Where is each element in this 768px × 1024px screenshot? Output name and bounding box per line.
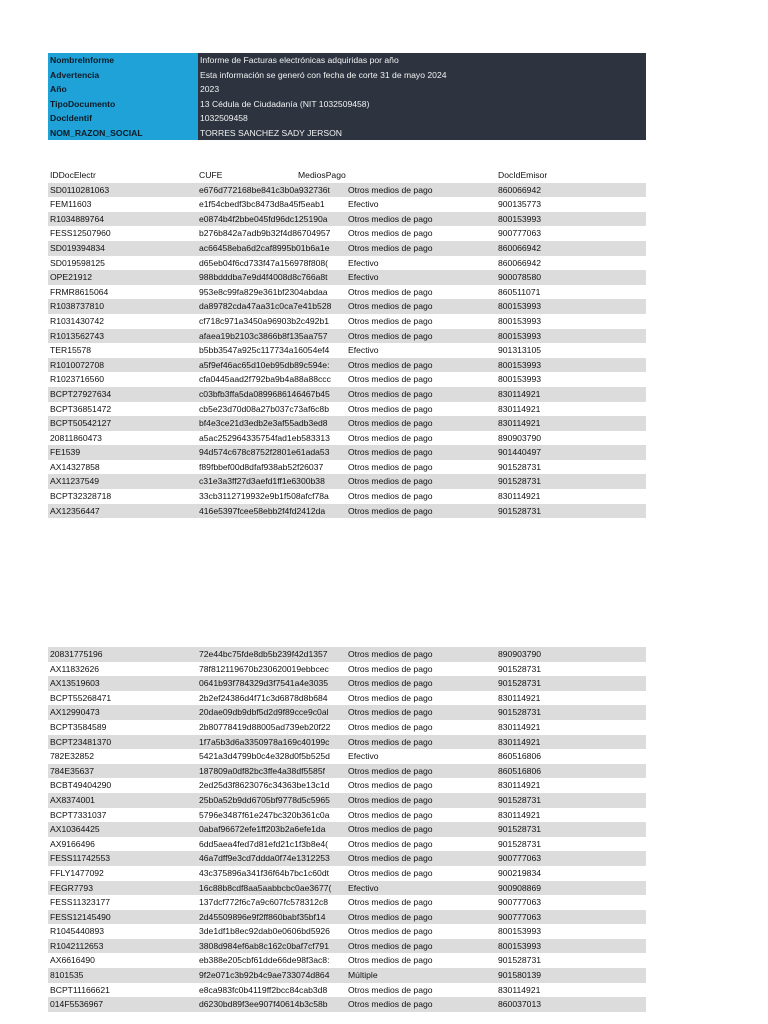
cell-cufe: 2b80778419d88005ad739eb20f22 [199, 721, 331, 732]
cell-cufe: 1f7a5b3d6a3350978a169c40199c [199, 736, 330, 747]
table-row [48, 851, 646, 866]
header-value: 1032509458 [198, 111, 646, 126]
table-row [48, 445, 646, 460]
cell-doc-emisor: 901528731 [498, 461, 542, 472]
cell-cufe: a5f9ef46ac65d10eb95db89c594e: [199, 359, 330, 370]
table-row [48, 881, 646, 896]
cell-medios-pago: Otros medios de pago [348, 461, 433, 472]
cell-doc-emisor: 901528731 [498, 505, 542, 516]
table-row [48, 416, 646, 431]
table-row [48, 197, 646, 212]
table-row [48, 749, 646, 764]
cell-medios-pago: Otros medios de pago [348, 228, 433, 239]
cell-id: AX12990473 [50, 707, 100, 718]
cell-medios-pago: Efectivo [348, 751, 379, 762]
cell-cufe: 16c88b8cdf8aa5aabbcbc0ae3677( [199, 882, 332, 893]
cell-cufe: 33cb3112719932e9b1f508afcf78a [199, 491, 329, 502]
cell-id: 8101535 [50, 970, 84, 981]
table-row [48, 983, 646, 998]
header-row [48, 53, 646, 68]
header-row [48, 68, 646, 83]
cell-id: R1031430742 [50, 315, 105, 326]
cell-medios-pago: Otros medios de pago [348, 867, 433, 878]
cell-medios-pago: Efectivo [348, 199, 379, 210]
cell-cufe: b276b842a7adb9b32f4d86704957 [199, 228, 331, 239]
table-header-row [48, 168, 646, 183]
cell-id: 014F5536967 [50, 999, 104, 1010]
cell-medios-pago: Otros medios de pago [348, 242, 433, 253]
cell-id: BCPT27927634 [50, 388, 112, 399]
cell-cufe: 2d45509896e9f2ff860babf35bf14 [199, 911, 326, 922]
cell-cufe: 416e5397fcee58ebb2f4fd2412da [199, 505, 326, 516]
cell-doc-emisor: 800153993 [498, 315, 542, 326]
table-row [48, 910, 646, 925]
header-key: DocIdentif [48, 111, 198, 126]
cell-cufe: 3de1df1b8ec92dab0e0606bd5926 [199, 926, 330, 937]
cell-medios-pago: Otros medios de pago [348, 707, 433, 718]
cell-medios-pago: Efectivo [348, 257, 379, 268]
cell-cufe: 988bdddba7e9d4f4008d8c766a8t [199, 272, 328, 283]
table-row [48, 270, 646, 285]
cell-id: BCBT49404290 [50, 780, 112, 791]
cell-cufe: c03bfb3ffa5da0899686146467b45 [199, 388, 330, 399]
cell-cufe: 20dae09db9dbf5d2d9f89cce9c0al [199, 707, 329, 718]
cell-medios-pago: Otros medios de pago [348, 897, 433, 908]
cell-cufe: 187809a0df82bc3ffe4a38df5585f [199, 765, 326, 776]
cell-doc-emisor: 901528731 [498, 838, 542, 849]
invoice-table-1 [48, 168, 646, 518]
cell-id: FEGR7793 [50, 882, 93, 893]
cell-doc-emisor: 860066942 [498, 257, 542, 268]
cell-id: FESS11742553 [50, 853, 111, 864]
cell-id: BCPT3584589 [50, 721, 107, 732]
cell-doc-emisor: 901528731 [498, 955, 542, 966]
header-value: TORRES SANCHEZ SADY JERSON [198, 126, 646, 141]
table-row [48, 764, 646, 779]
cell-id: 20831775196 [50, 649, 103, 659]
cell-medios-pago: Otros medios de pago [348, 184, 433, 195]
cell-doc-emisor: 800153993 [498, 213, 542, 224]
header-row [48, 97, 646, 112]
cell-medios-pago: Otros medios de pago [348, 678, 433, 689]
cell-cufe: 5421a3d4799b0c4e328d0f5b525d [199, 751, 330, 762]
header-row [48, 126, 646, 141]
cell-medios-pago: Otros medios de pago [348, 315, 433, 326]
cell-medios-pago: Efectivo [348, 882, 379, 893]
cell-cufe: d6230bd89f3ee907f40614b3c58b [199, 999, 328, 1010]
table-row [48, 241, 646, 256]
cell-medios-pago: Otros medios de pago [348, 388, 433, 399]
cell-doc-emisor: 800153993 [498, 359, 542, 370]
cell-medios-pago: Otros medios de pago [348, 286, 433, 297]
cell-medios-pago: Otros medios de pago [348, 853, 433, 864]
table-row [48, 705, 646, 720]
cell-id: R1034889764 [50, 213, 105, 224]
cell-id: AX8374001 [50, 794, 95, 805]
cell-medios-pago: Otros medios de pago [348, 491, 433, 502]
cell-medios-pago: Otros medios de pago [348, 432, 433, 443]
cell-cufe: c31e3a3ff27d3aefd1ff1e6300b38 [199, 476, 325, 487]
cell-medios-pago: Otros medios de pago [348, 940, 433, 951]
cell-doc-emisor: 901528731 [498, 794, 542, 805]
header-key: NOM_RAZON_SOCIAL [48, 126, 198, 141]
cell-cufe: da89782cda47aa31c0ca7e41b528 [199, 301, 332, 312]
cell-id: BCPT7331037 [50, 809, 107, 820]
cell-doc-emisor: 900777063 [498, 897, 542, 908]
cell-doc-emisor: 900777063 [498, 911, 542, 922]
cell-medios-pago: Otros medios de pago [348, 476, 433, 487]
cell-id: BCPT50542127 [50, 418, 112, 429]
cell-doc-emisor: 900777063 [498, 228, 542, 239]
table-row [48, 358, 646, 373]
cell-cufe: e1f54cbedf3bc8473d8a45f5eab1 [199, 199, 325, 210]
cell-medios-pago: Múltiple [348, 970, 378, 981]
table-row [48, 226, 646, 241]
cell-id: FESS11323177 [50, 897, 111, 908]
cell-id: BCPT11166621 [50, 984, 110, 995]
cell-medios-pago: Otros medios de pago [348, 765, 433, 776]
cell-cufe: afaea19b2103c3866b8f135aa757 [199, 330, 328, 341]
cell-doc-emisor: 830114921 [498, 736, 541, 747]
cell-id: R1038737810 [50, 301, 105, 312]
cell-cufe: cb5e23d70d08a27b037c73af6c8b [199, 403, 329, 414]
cell-medios-pago: Otros medios de pago [348, 301, 433, 312]
cell-cufe: 0abaf96672efe1ff203b2a6efe1da [199, 824, 326, 835]
cell-id: 20811860473 [50, 432, 102, 443]
table-row [48, 808, 646, 823]
table-row [48, 285, 646, 300]
col-header-medios [298, 168, 496, 183]
cell-cufe: 137dcf772f6c7a9c607fc578312c8 [199, 897, 329, 908]
cell-medios-pago: Otros medios de pago [348, 692, 433, 703]
cell-doc-emisor: 830114921 [498, 418, 541, 429]
header-value: Informe de Facturas electrónicas adquiridas por año [198, 53, 646, 68]
cell-cufe: e8ca983fc0b4119ff2bcc84cab3d8 [199, 984, 328, 995]
cell-cufe: cf718c971a3450a96903b2c492b1 [199, 315, 329, 326]
cell-medios-pago: Efectivo [348, 272, 379, 283]
report-header [48, 53, 646, 140]
cell-medios-pago: Otros medios de pago [348, 359, 433, 370]
cell-cufe: 78f812119670b230620019ebbcec [199, 663, 329, 674]
table-row [48, 489, 646, 504]
cell-cufe: 72e44bc75fde8db5b239f42d1357 [199, 649, 328, 659]
table-row [48, 822, 646, 837]
table-row [48, 183, 646, 198]
cell-cufe: ac66458eba6d2caf8995b01b6a1e [199, 242, 330, 253]
cell-id: SD019598125 [50, 257, 105, 268]
table-row [48, 662, 646, 677]
cell-medios-pago: Otros medios de pago [348, 824, 433, 835]
cell-medios-pago: Otros medios de pago [348, 984, 433, 995]
table-row [48, 735, 646, 750]
cell-medios-pago: Otros medios de pago [348, 999, 433, 1010]
cell-medios-pago: Efectivo [348, 345, 379, 356]
cell-doc-emisor: 830114921 [498, 403, 541, 414]
cell-medios-pago: Otros medios de pago [348, 663, 433, 674]
cell-doc-emisor: 800153993 [498, 374, 542, 385]
cell-id: AX6616490 [50, 955, 95, 966]
cell-cufe: b5bb3547a925c117734a16054ef4 [199, 345, 330, 356]
cell-id: FE1539 [50, 447, 81, 458]
col-header-emisor: DocIdEmisor [498, 170, 548, 180]
cell-id: BCPT23481370 [50, 736, 112, 747]
cell-doc-emisor: 860066942 [498, 242, 542, 253]
cell-cufe: bf4e3ce21d3edb2e3af55adb3ed8 [199, 418, 328, 429]
cell-cufe: 94d574c678c8752f2801e61ada53 [199, 447, 330, 458]
cell-doc-emisor: 901528731 [498, 476, 542, 487]
cell-doc-emisor: 830114921 [498, 388, 541, 399]
cell-cufe: eb388e205cbf61dde66de98f3ac8: [199, 955, 330, 966]
cell-doc-emisor: 830114921 [498, 984, 541, 995]
cell-id: R1013562743 [50, 330, 105, 341]
header-key: Año [48, 82, 198, 97]
cell-doc-emisor: 890903790 [498, 432, 542, 443]
cell-id: FRMR8615064 [50, 286, 109, 297]
header-value: 13 Cédula de Ciudadanía (NIT 1032509458) [198, 97, 646, 112]
cell-id: AX11237549 [50, 476, 100, 487]
col-header-cufe: CUFE [199, 170, 223, 180]
table-row [48, 431, 646, 446]
cell-cufe: d65eb04f6cd733f47a156978f808( [199, 257, 329, 268]
cell-cufe: 0641b93f784329d3f7541a4e3035 [199, 678, 329, 689]
cell-cufe: a5ac252964335754fad1eb583313 [199, 432, 330, 443]
cell-medios-pago: Otros medios de pago [348, 213, 433, 224]
table-row [48, 997, 646, 1012]
header-key: TipoDocumento [48, 97, 198, 112]
cell-cufe: 25b0a52b9dd6705bf9778d5c5965 [199, 794, 330, 805]
cell-doc-emisor: 860516806 [498, 765, 542, 776]
cell-doc-emisor: 900777063 [498, 853, 542, 864]
cell-id: FESS12507960 [50, 228, 111, 239]
cell-cufe: f89fbbef00d8dfaf938ab52f26037 [199, 461, 324, 472]
cell-id: SD0110281063 [50, 184, 110, 195]
cell-cufe: 2ed25d3f8623076c34363be13c1d [199, 780, 330, 791]
cell-id: SD019394834 [50, 242, 105, 253]
cell-id: AX11832626 [50, 663, 100, 674]
table-row [48, 895, 646, 910]
table-row [48, 720, 646, 735]
cell-doc-emisor: 800153993 [498, 926, 542, 937]
cell-doc-emisor: 901440497 [498, 447, 542, 458]
cell-doc-emisor: 901528731 [498, 824, 542, 835]
cell-cufe: 2b2ef24386d4f71c3d6878d8b684 [199, 692, 328, 703]
cell-medios-pago: Otros medios de pago [348, 418, 433, 429]
header-value: 2023 [198, 82, 646, 97]
table-row [48, 939, 646, 954]
table-row [48, 460, 646, 475]
table-row [48, 647, 646, 662]
cell-id: R1023716560 [50, 374, 105, 385]
cell-id: AX9166496 [50, 838, 95, 849]
cell-medios-pago: Otros medios de pago [348, 403, 433, 414]
cell-id: R1045440893 [50, 926, 105, 937]
header-row [48, 111, 646, 126]
cell-cufe: 953e8c99fa829e361bf2304abdaa [199, 286, 328, 297]
cell-doc-emisor: 900135773 [498, 199, 542, 210]
cell-id: AX10364425 [50, 824, 100, 835]
cell-medios-pago: Otros medios de pago [348, 374, 433, 385]
cell-id: FESS12145490 [50, 911, 111, 922]
table-row [48, 866, 646, 881]
cell-id: AX14327858 [50, 461, 100, 472]
cell-medios-pago: Otros medios de pago [348, 838, 433, 849]
cell-medios-pago: Otros medios de pago [348, 780, 433, 791]
table-body-1 [48, 183, 646, 519]
table-row [48, 793, 646, 808]
cell-id: R1010072708 [50, 359, 105, 370]
cell-id: R1042112653 [50, 940, 104, 951]
cell-doc-emisor: 860066942 [498, 184, 542, 195]
cell-medios-pago: Otros medios de pago [348, 794, 433, 805]
invoice-table-2 [48, 647, 646, 1012]
cell-id: BCPT55268471 [50, 692, 112, 703]
table-row [48, 314, 646, 329]
cell-doc-emisor: 901528731 [498, 678, 542, 689]
header-value: Esta información se generó con fecha de corte 31 de mayo 2024 [198, 68, 646, 83]
table-body-2 [48, 647, 646, 1012]
cell-id: BCPT32328718 [50, 491, 112, 502]
cell-id: TER15578 [50, 345, 92, 356]
table-row [48, 372, 646, 387]
cell-doc-emisor: 830114921 [498, 491, 541, 502]
cell-medios-pago: Otros medios de pago [348, 736, 433, 747]
cell-medios-pago: Otros medios de pago [348, 330, 433, 341]
table-row [48, 504, 646, 519]
cell-doc-emisor: 900219834 [498, 867, 542, 878]
cell-doc-emisor: 830114921 [498, 721, 541, 732]
cell-cufe: 46a7dff9e3cd7ddda0f74e1312253 [199, 853, 330, 864]
cell-medios-pago: Otros medios de pago [348, 447, 433, 458]
cell-cufe: 6dd5aea4fed7d81efd21c1f3b8e4( [199, 838, 329, 849]
cell-id: AX12356447 [50, 505, 100, 516]
cell-doc-emisor: 800153993 [498, 301, 542, 312]
table-row [48, 256, 646, 271]
cell-cufe: 3808d984ef6ab8c162c0baf7cf791 [199, 940, 329, 951]
cell-id: 784E35637 [50, 765, 94, 776]
table-row [48, 924, 646, 939]
cell-doc-emisor: 830114921 [498, 809, 541, 820]
cell-medios-pago: Otros medios de pago [348, 505, 433, 516]
cell-doc-emisor: 900078580 [498, 272, 542, 283]
cell-doc-emisor: 800153993 [498, 940, 542, 951]
cell-doc-emisor: 860511071 [498, 286, 541, 297]
cell-cufe: cfa0445aad2f792ba9b4a88a88ccc [199, 374, 331, 385]
cell-cufe: e0874b4f2bbe045fd96dc125190a [199, 213, 328, 224]
header-key: NombreInforme [48, 53, 198, 68]
col-header-medios-label: MediosPago [298, 170, 346, 180]
cell-cufe: e676d772168be841c3b0a932736t [199, 184, 330, 195]
cell-doc-emisor: 800153993 [498, 330, 542, 341]
cell-id: FEM11603 [50, 199, 92, 210]
cell-doc-emisor: 901528731 [498, 663, 542, 674]
col-header-id: IDDocElectr [50, 170, 96, 180]
table-row [48, 968, 646, 983]
cell-medios-pago: Otros medios de pago [348, 721, 433, 732]
cell-doc-emisor: 901528731 [498, 707, 542, 718]
cell-id: 782E32852 [50, 751, 94, 762]
cell-doc-emisor: 901580139 [498, 970, 542, 981]
cell-doc-emisor: 830114921 [498, 780, 541, 791]
cell-doc-emisor: 860516806 [498, 751, 542, 762]
cell-medios-pago: Otros medios de pago [348, 649, 433, 659]
cell-cufe: 43c375896a341f36f64b7bc1c60dt [199, 867, 329, 878]
cell-medios-pago: Otros medios de pago [348, 911, 433, 922]
table-row [48, 837, 646, 852]
table-row [48, 778, 646, 793]
cell-doc-emisor: 860037013 [498, 999, 542, 1010]
table-row [48, 691, 646, 706]
cell-doc-emisor: 900908869 [498, 882, 542, 893]
cell-doc-emisor: 890903790 [498, 649, 542, 659]
cell-id: BCPT36851472 [50, 403, 112, 414]
table-row [48, 402, 646, 417]
table-row [48, 953, 646, 968]
cell-medios-pago: Otros medios de pago [348, 926, 433, 937]
header-row [48, 82, 646, 97]
cell-id: FFLY1477092 [50, 867, 104, 878]
cell-cufe: 5796e3487f61e247bc320b361c0a [199, 809, 330, 820]
cell-id: OPE21912 [50, 272, 93, 283]
cell-doc-emisor: 830114921 [498, 692, 541, 703]
table-row [48, 676, 646, 691]
cell-medios-pago: Otros medios de pago [348, 955, 433, 966]
table-row [48, 212, 646, 227]
table-row [48, 343, 646, 358]
table-row [48, 474, 646, 489]
table-row [48, 299, 646, 314]
cell-doc-emisor: 901313105 [498, 345, 542, 356]
header-key: Advertencia [48, 68, 198, 83]
table-row [48, 329, 646, 344]
table-row [48, 387, 646, 402]
cell-cufe: 9f2e071c3b92b4c9ae733074d864 [199, 970, 330, 981]
cell-medios-pago: Otros medios de pago [348, 809, 433, 820]
cell-id: AX13519603 [50, 678, 100, 689]
